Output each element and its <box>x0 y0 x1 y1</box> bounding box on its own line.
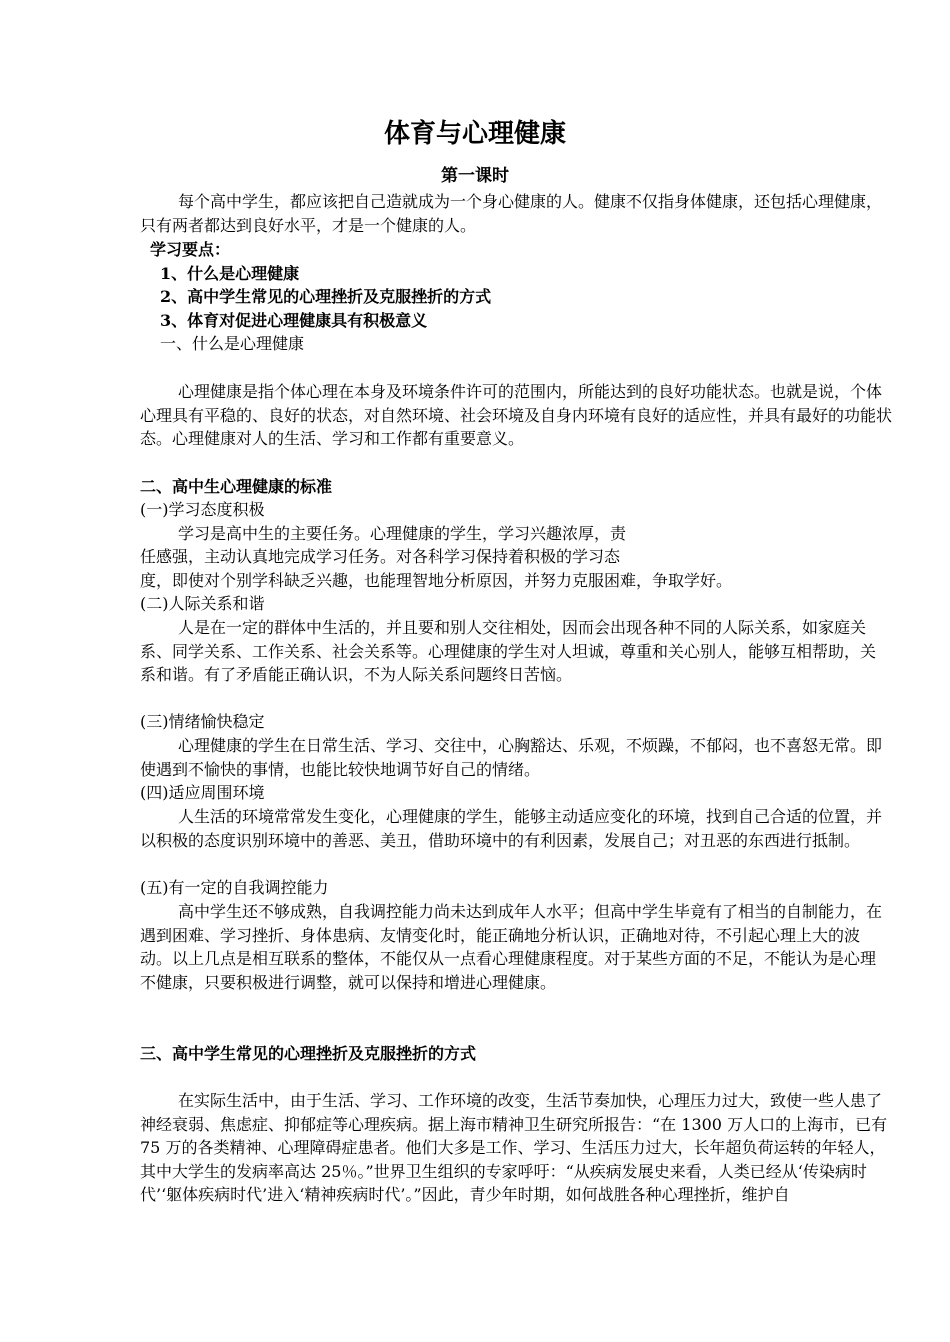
paragraph-line: 学习是高中生的主要任务。心理健康的学生，学习兴趣浓厚，责 <box>178 524 627 543</box>
section1-heading: 一、什么是心理健康 <box>160 334 305 353</box>
key-point-item: 1、什么是心理健康 <box>160 264 300 283</box>
section2-heading: 二、高中生心理健康的标准 <box>140 477 333 496</box>
key-point-item: 2、高中学生常见的心理挫折及克服挫折的方式 <box>160 287 492 306</box>
paragraph-line: 任感强，主动认真地完成学习任务。对各科学习保持着积极的学习态 <box>140 547 621 566</box>
page-title: 体育与心理健康 <box>383 119 566 149</box>
subsection-heading: (四)适应周围环境 <box>140 783 265 802</box>
subsection-paragraph: 人生活的环境常常发生变化，心理健康的学生，能够主动适应变化的环境，找到自己合适的位置，并以积极的态度识别环境中的善恶、美丑，借助环境中的有利因素，发展自己；对丑恶的东西进行抵制。 <box>140 807 883 850</box>
page-subtitle: 第一课时 <box>441 166 509 186</box>
subsection-heading: (五)有一定的自我调控能力 <box>140 878 329 897</box>
subsection-heading: (一)学习态度积极 <box>140 500 265 519</box>
key-points-heading: 学习要点： <box>150 240 231 259</box>
intro-paragraph: 每个高中学生，都应该把自己造就成为一个身心健康的人。健康不仅指身体健康，还包括心理健康，只有两者都达到良好水平，才是一个健康的人。 <box>140 192 883 235</box>
section3-heading: 三、高中学生常见的心理挫折及克服挫折的方式 <box>140 1044 477 1063</box>
subsection-paragraph: 高中学生还不够成熟，自我调控能力尚未达到成年人水平；但高中学生毕竟有了相当的自制能力，在遇到困难、学习挫折、身体患病、友情变化时，能正确地分析认识，正确地对待，不引起心理上大的波动。以上几点是相互联系的整体，不能仅从一点看心理健康程度。对于某些方面的不足，不能认为是心理不健康，只要积极进行调整，就可以保持和增进心理健康。 <box>140 902 883 992</box>
paragraph-line: 度，即使对个别学科缺乏兴趣，也能理智地分析原因，并努力克服困难，争取学好。 <box>140 571 733 590</box>
subsection-paragraph: 心理健康的学生在日常生活、学习、交往中，心胸豁达、乐观，不烦躁，不郁闷，也不喜怒无常。即使遇到不愉快的事情，也能比较快地调节好自己的情绪。 <box>140 736 883 779</box>
key-point-item: 3、体育对促进心理健康具有积极意义 <box>160 311 428 330</box>
subsection-heading: (二)人际关系和谐 <box>140 594 265 613</box>
section1-paragraph: 心理健康是指个体心理在本身及环境条件许可的范围内，所能达到的良好功能状态。也就是说，个体心理具有平稳的、良好的状态，对自然环境、社会环境及自身内环境有良好的适应性，并具有最好的功能状态。心理健康对人的生活、学习和工作都有重要意义。 <box>140 382 893 448</box>
subsection-paragraph: 人是在一定的群体中生活的，并且要和别人交往相处，因而会出现各种不同的人际关系，如家庭关系、同学关系、工作关系、社会关系等。心理健康的学生对人坦诚，尊重和关心别人，能够互相帮助，关系和谐。有了矛盾能正确认识，不为人际关系问题终日苦恼。 <box>140 618 877 684</box>
section3-paragraph: 在实际生活中，由于生活、学习、工作环境的改变，生活节奏加快，心理压力过大，致使一些人患了神经衰弱、焦虑症、抑郁症等心理疾病。据上海市精神卫生研究所报告：“在 1300 万人口的上海市，已有 75 万的各类精神、心理障碍症患者。他们大多是工作、学习、生活压力过大，长年超负荷运转的年轻人，其中大学生的发病率高达 25％。”世界卫生组织的专家呼吁：“从疾病发展史来看，人类已经从‘传染病时代’‘躯体疾病时代’进入‘精神疾病时代’。”因此，青少年时期，如何战胜各种心理挫折，维护自 <box>140 1091 888 1204</box>
subsection-heading: (三)情绪愉快稳定 <box>140 712 265 731</box>
